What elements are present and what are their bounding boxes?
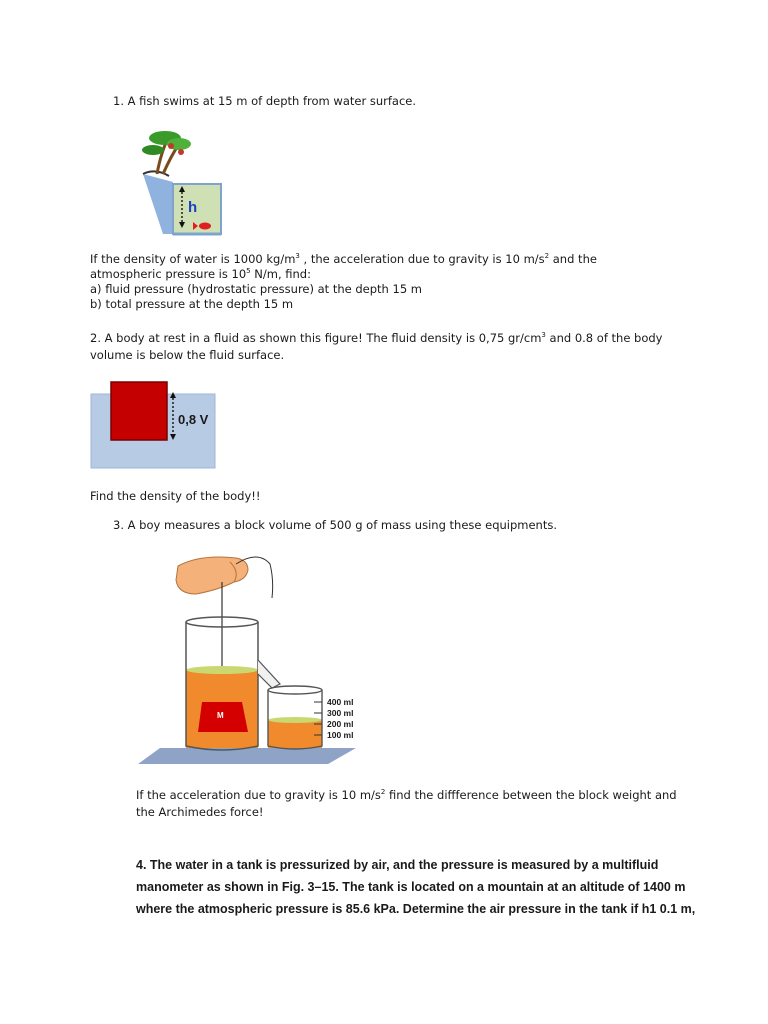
- q1-text-line2: atmospheric pressure is $10^5$ N/m, find:: [90, 267, 311, 281]
- depth-label: h: [188, 199, 198, 216]
- q4-text-line3: where the atmospheric pressure is 85.6 kPa. Determine the air pressure in the tank if h1 0.1 m,: [136, 902, 696, 916]
- volume-label: 0,8 V: [178, 412, 209, 427]
- q3-text-line2: the Archimedes force!: [136, 805, 264, 819]
- scale-400: 400 ml: [327, 697, 354, 707]
- q4-text-line1: 4. The water in a tank is pressurized by air, and the pressure is measured by a multifluid: [136, 858, 659, 872]
- q4-text-line2: manometer as shown in Fig. 3–15. The tank is located on a mountain at an altitude of 1400 m: [136, 880, 686, 894]
- scale-100: 100 ml: [327, 730, 354, 740]
- q2-text-line1: 2. A body at rest in a fluid as shown this figure! The fluid density is 0,75 $gr/cm^3$ and 0.8 of the body: [90, 331, 663, 345]
- q1-text-line1: If the density of water is 1000 $kg/m^3$ , the acceleration due to gravity is 10 $m/s^2$ and the: [90, 252, 597, 266]
- q1-text-line3: a) fluid pressure (hydrostatic pressure) at the depth 15 m: [90, 282, 422, 296]
- scale-200: 200 ml: [327, 719, 354, 729]
- q1-heading: 1. A fish swims at 15 m of depth from water surface.: [113, 94, 416, 108]
- fish-depth-figure: [135, 122, 230, 240]
- q2-question: Find the density of the body!!: [90, 489, 261, 503]
- q2-text-line2: volume is below the fluid surface.: [90, 348, 285, 362]
- q3-text-line1: If the acceleration due to gravity is 10 $m/s^2$ find the diffference between the block weight and: [136, 788, 677, 802]
- q3-heading: 3. A boy measures a block volume of 500 g of mass using these equipments.: [113, 518, 558, 532]
- block-label: M: [217, 711, 224, 720]
- scale-300: 300 ml: [327, 708, 354, 718]
- q1-text-line4: b) total pressure at the depth 15 m: [90, 297, 294, 311]
